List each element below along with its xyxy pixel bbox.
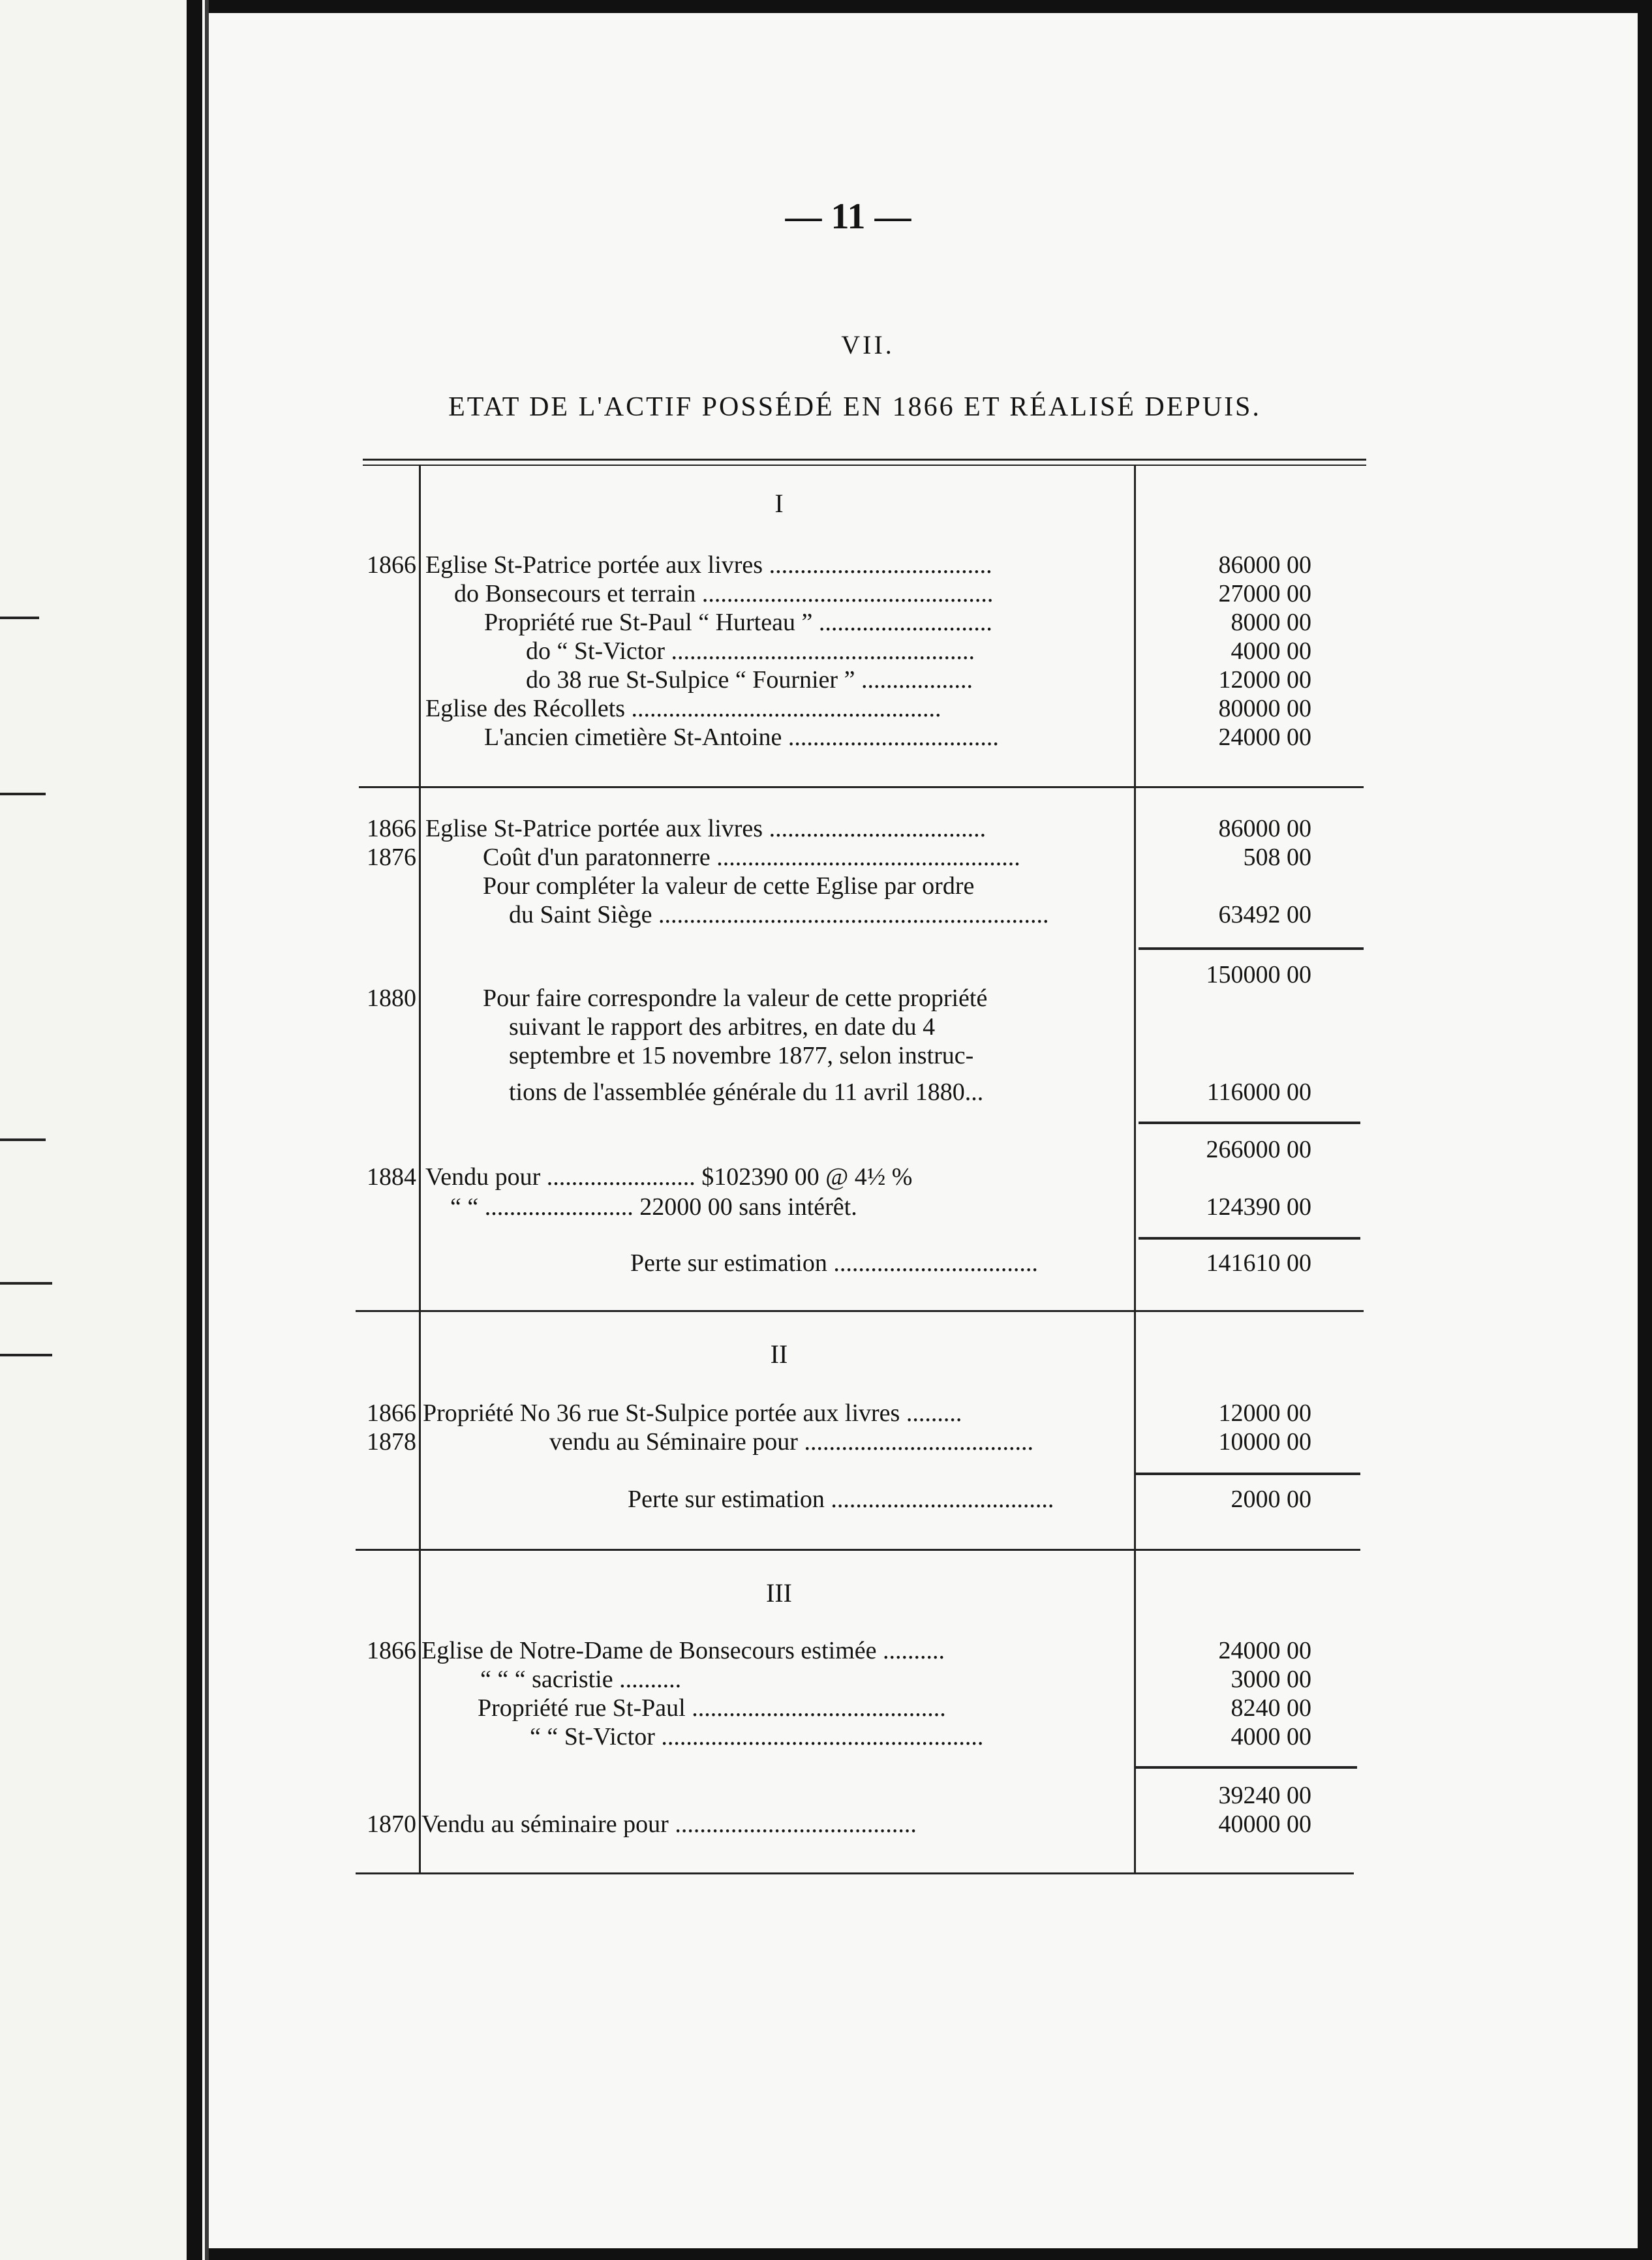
entry-text: L'ancien cimetière St-Antoine .................................. — [484, 724, 999, 751]
block-separator — [359, 786, 1364, 788]
amount-cell: 40000 00 — [1218, 1810, 1311, 1838]
amount-cell: 8000 00 — [1231, 609, 1311, 636]
entry-text: Pour compléter la valeur de cette Eglise par ordre — [483, 872, 975, 900]
scan-border-right — [1638, 0, 1652, 2260]
entry-text: suivant le rapport des arbitres, en date du 4 — [509, 1013, 936, 1041]
entry-text: Eglise de Notre-Dame de Bonsecours estimée .......... — [421, 1637, 945, 1664]
subtotal-rule — [1135, 1473, 1360, 1475]
margin-mark — [0, 1138, 46, 1141]
year-cell: 1866 — [367, 551, 416, 579]
year-column-rule — [419, 465, 421, 1872]
scan-border-top — [209, 0, 1652, 13]
year-cell: 1870 — [367, 1810, 416, 1838]
entry-text: Eglise des Récollets .................................................. — [425, 695, 941, 722]
subtotal-amount: 150000 00 — [1206, 961, 1311, 988]
entry-text: “ “ “ sacristie .......... — [480, 1666, 682, 1693]
table-top-rule — [363, 459, 1366, 461]
amount-cell: 12000 00 — [1218, 666, 1311, 694]
entry-text: Propriété rue St-Paul “ Hurteau ” ............................ — [484, 609, 992, 636]
amount-cell: 4000 00 — [1231, 637, 1311, 665]
subtotal-rule — [1139, 1122, 1360, 1124]
entry-text: Propriété rue St-Paul ......................................... — [478, 1694, 946, 1722]
year-cell: 1866 — [367, 1399, 416, 1427]
subtotal-rule — [1139, 1237, 1360, 1240]
margin-mark — [0, 617, 39, 619]
amount-cell: 8240 00 — [1231, 1694, 1311, 1722]
book-spine-shadow — [205, 0, 209, 2260]
entry-text: septembre et 15 novembre 1877, selon instruc- — [509, 1042, 974, 1069]
entry-text: “ “ St-Victor .................................................... — [530, 1723, 984, 1750]
table-top-rule-2 — [363, 465, 1366, 466]
year-cell: 1866 — [367, 1637, 416, 1664]
entry-text: Vendu au séminaire pour ....................................... — [421, 1810, 917, 1838]
year-cell: 1866 — [367, 815, 416, 842]
section-number: VII. — [841, 330, 895, 359]
loss-amount: 2000 00 — [1231, 1486, 1311, 1513]
section-title: ETAT DE L'ACTIF POSSÉDÉ EN 1866 ET RÉALISÉ DEPUIS. — [448, 392, 1261, 422]
amount-cell: 4000 00 — [1231, 1723, 1311, 1750]
entry-text: Eglise St-Patrice portée aux livres .................................... — [425, 551, 992, 579]
year-cell: 1878 — [367, 1428, 416, 1456]
loss-amount: 141610 00 — [1206, 1249, 1311, 1277]
amount-cell: 27000 00 — [1218, 580, 1311, 607]
subtotal-amount: 39240 00 — [1218, 1782, 1311, 1809]
loss-label: Perte sur estimation ................................. — [630, 1249, 1038, 1277]
block-heading-III: III — [766, 1578, 792, 1608]
year-cell: 1884 — [367, 1163, 416, 1191]
table-bottom-rule — [356, 1872, 1354, 1874]
entry-text: do “ St-Victor ................................................. — [526, 637, 975, 665]
entry-text: du Saint Siège ............................................................... — [509, 901, 1049, 928]
block-heading-II: II — [770, 1339, 788, 1369]
amount-cell: 508 00 — [1243, 844, 1311, 871]
block-heading-I: I — [774, 489, 784, 518]
amount-cell: 12000 00 — [1218, 1399, 1311, 1427]
entry-text: “ “ ........................ 22000 00 sans intérêt. — [450, 1193, 857, 1221]
year-cell: 1876 — [367, 844, 416, 871]
block-separator — [356, 1310, 1364, 1312]
amount-cell: 63492 00 — [1218, 901, 1311, 928]
entry-text: Eglise St-Patrice portée aux livres ................................... — [425, 815, 987, 842]
book-spine — [187, 0, 202, 2260]
margin-mark — [0, 1282, 52, 1285]
entry-text: tions de l'assemblée générale du 11 avril 1880... — [509, 1078, 984, 1106]
entry-text: do 38 rue St-Sulpice “ Fournier ” .................. — [526, 666, 973, 694]
amount-cell: 86000 00 — [1218, 815, 1311, 842]
subtotal-amount: 266000 00 — [1206, 1136, 1311, 1163]
entry-text: do Bonsecours et terrain ............................................... — [454, 580, 994, 607]
subtotal-rule — [1135, 1766, 1357, 1769]
entry-text: Pour faire correspondre la valeur de cette propriété — [483, 985, 988, 1012]
amount-column-rule — [1134, 465, 1136, 1872]
left-page-edge — [0, 0, 186, 2260]
margin-mark — [0, 793, 46, 795]
amount-cell: 24000 00 — [1218, 1637, 1311, 1664]
amount-cell: 3000 00 — [1231, 1666, 1311, 1693]
amount-cell: 10000 00 — [1218, 1428, 1311, 1456]
entry-text: vendu au Séminaire pour ..................................... — [549, 1428, 1033, 1456]
amount-cell: 86000 00 — [1218, 551, 1311, 579]
entry-text: Coût d'un paratonnerre ................................................. — [483, 844, 1020, 871]
loss-label: Perte sur estimation .................................... — [628, 1486, 1054, 1513]
amount-cell: 80000 00 — [1218, 695, 1311, 722]
entry-text: Vendu pour ........................ $102390 00 @ 4½ % — [425, 1163, 913, 1191]
scan-border-bottom — [209, 2248, 1652, 2260]
amount-cell: 24000 00 — [1218, 724, 1311, 751]
margin-mark — [0, 1354, 52, 1356]
entry-text: Propriété No 36 rue St-Sulpice portée aux livres ......... — [423, 1399, 962, 1427]
year-cell: 1880 — [367, 985, 416, 1012]
amount-cell: 116000 00 — [1206, 1078, 1311, 1106]
subtotal-rule — [1139, 947, 1364, 950]
amount-cell: 124390 00 — [1206, 1193, 1311, 1221]
page-number: — 11 — — [785, 196, 911, 237]
block-separator — [356, 1549, 1360, 1551]
